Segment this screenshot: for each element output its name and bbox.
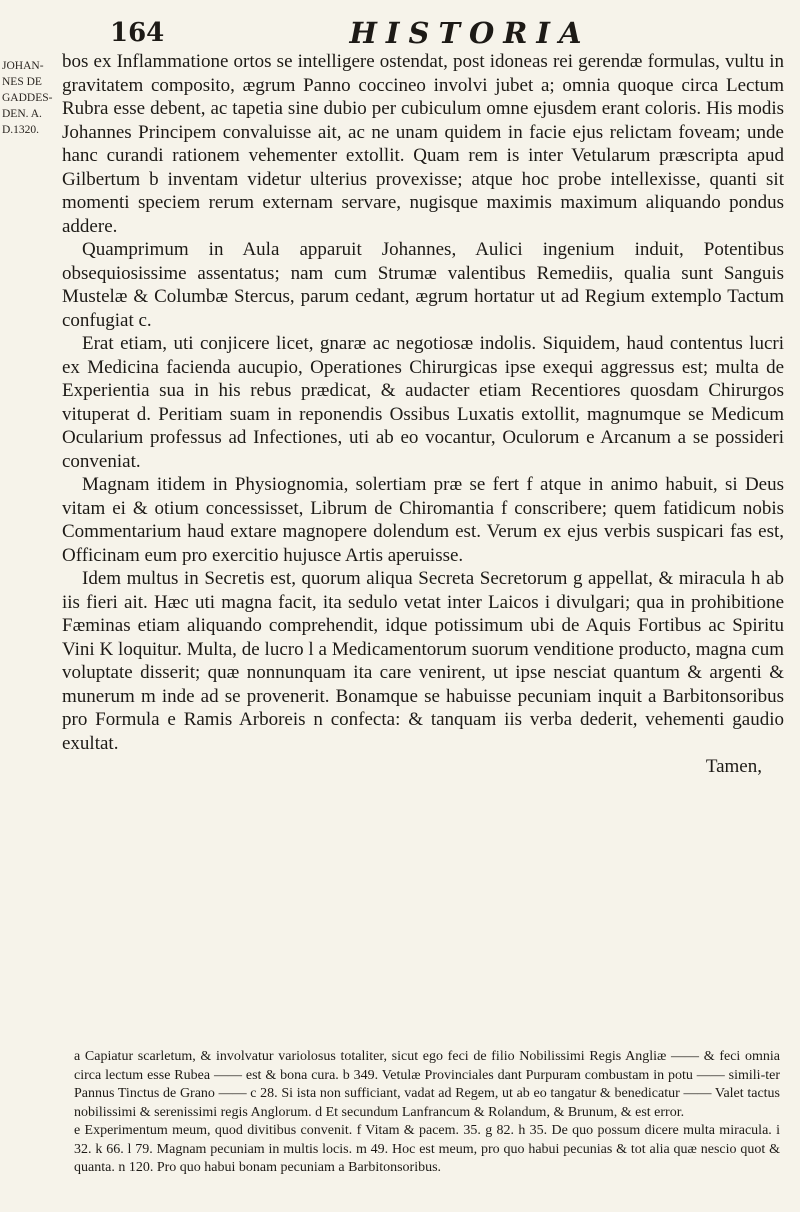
paragraph: bos ex Inflammatione ortos se intelligere ostendat, post idoneas rei gerendæ formulas, vultu in gravitatem composito, ægrum Panno coccineo involvi jubet a; omnia quoque circa Lectum Rubra esse debent, ac tapetia sine dubio per cubiculum omne ejusdem erant coloris. His modis Johannes Principem convaluisse ait, ac ne unam quidem in facie ejus relictam foveam; unde hanc curandi rationem vehementer extollit. Quam rem is inter Vetularum præscripta apud Gilbertum b inventam videtur ulterius provexisse; atque hoc probe intellexisse, quanti sit momenti speciem rerum externam servare, nugisque maximis maximum aliquando pondus addere. — [62, 51, 784, 237]
footnote-block: e Experimentum meum, quod divitibus convenit. f Vitam & pacem. 35. g 82. h 35. De quo possum dicere multa miracula. i 32. k 66. l 79. Magnam pecuniam in multis locis. m 49. Hoc est meum, pro quo habui pecunias & tot alia quæ nescio quot & quanta. n 120. Pro quo habui bonam pecuniam a Barbitonsoribus. — [74, 1123, 780, 1175]
catchword: Tamen, — [705, 756, 762, 777]
running-title: HISTORIA — [349, 16, 591, 50]
page-number: 164 — [110, 18, 165, 48]
margin-note-line: GADDES- — [2, 92, 53, 104]
margin-note-line: JOHAN- — [2, 60, 44, 72]
margin-note-line: NES DE — [2, 76, 42, 88]
main-text — [62, 50, 784, 779]
footnotes — [74, 1048, 780, 1178]
paragraph: Idem multus in Secretis est, quorum aliqua Secreta Secretorum g appellat, & miracula h ab iis fieri ait. Hæc uti magna facit, ita sedulo vetat inter Laicos i divulgari; qua in prohibitione Fæminas etiam aliquando comprehendit, idque potissimum ubi de Aquis Fortibus ac Spiritu Vini K loquitur. Multa, de lucro l a Medicamentorum suorum venditione producto, magna cum voluptate disserit; quæ nonnunquam ita care venirent, ut ipse nesciat quantum & argenti & munerum m inde ad se provenerit. Bonamque se habuisse pecuniam inquit a Barbitonsoribus pro Formula e Ramis Arboreis n confecta: & tanquam iis verba dederit, vehementi gaudio exultat. — [62, 568, 784, 754]
margin-note-line: D.1320. — [2, 124, 40, 136]
footnote-block: a Capiatur scarletum, & involvatur variolosus totaliter, sicut ego feci de filio Nobilissimi Regis Angliæ —— & feci omnia circa lectum esse Rubea —— est & bona cura. b 349. Vetulæ Provinciales dant Purpuram combustam in potu —— simili-ter Pannus Tinctus de Grano —— c 28. Si ista non sufficiant, vadat ad Regem, ut ab eo tangatur & benedicatur —— Valet tactus nobilissimi & serenissimi regis Anglorum. d Et secundum Lanfrancum & Rolandum, & Brunum, & est error. — [74, 1049, 780, 1120]
paragraph: Magnam itidem in Physiognomia, solertiam præ se fert f atque in animo habuit, si Deus vitam ei & otium concessisset, Librum de Chiromantia f conscribere; quem fatidicum nobis Commentarium haud extare magnopere dolendum est. Verum ex ejus verbis suspicari fas est, Officinam eum pro exercitio hujusce Artis aperuisse. — [62, 474, 784, 566]
paragraph: Erat etiam, uti conjicere licet, gnaræ ac negotiosæ indolis. Siquidem, haud contentus lucri ex Medicina facienda aucupio, Operationes Chirurgicas ipse exequi aggressus est; multa de Experientia sua in his rebus prædicat, & audacter etiam Recentiores quosdam Chirurgos vituperat d. Peritiam suam in reponendis Ossibus Luxatis extollit, magnumque se Medicum Ocularium professus ad Infectiones, uti ab eo vocantur, Oculorum e Arcanum a se possideri conveniat. — [62, 333, 784, 472]
page-header — [110, 10, 750, 50]
margin-note-line: DEN. A. — [2, 108, 42, 120]
paragraph: Quamprimum in Aula apparuit Johannes, Aulici ingenium induit, Potentibus obsequiosissime assentatus; nam cum Strumæ valentibus Remediis, qualia sunt Sanguis Mustelæ & Columbæ Stercus, parum cedant, ægrum hortatur ut ad Regium extemplo Tactum confugiat c. — [62, 239, 784, 331]
margin-note — [2, 58, 58, 138]
